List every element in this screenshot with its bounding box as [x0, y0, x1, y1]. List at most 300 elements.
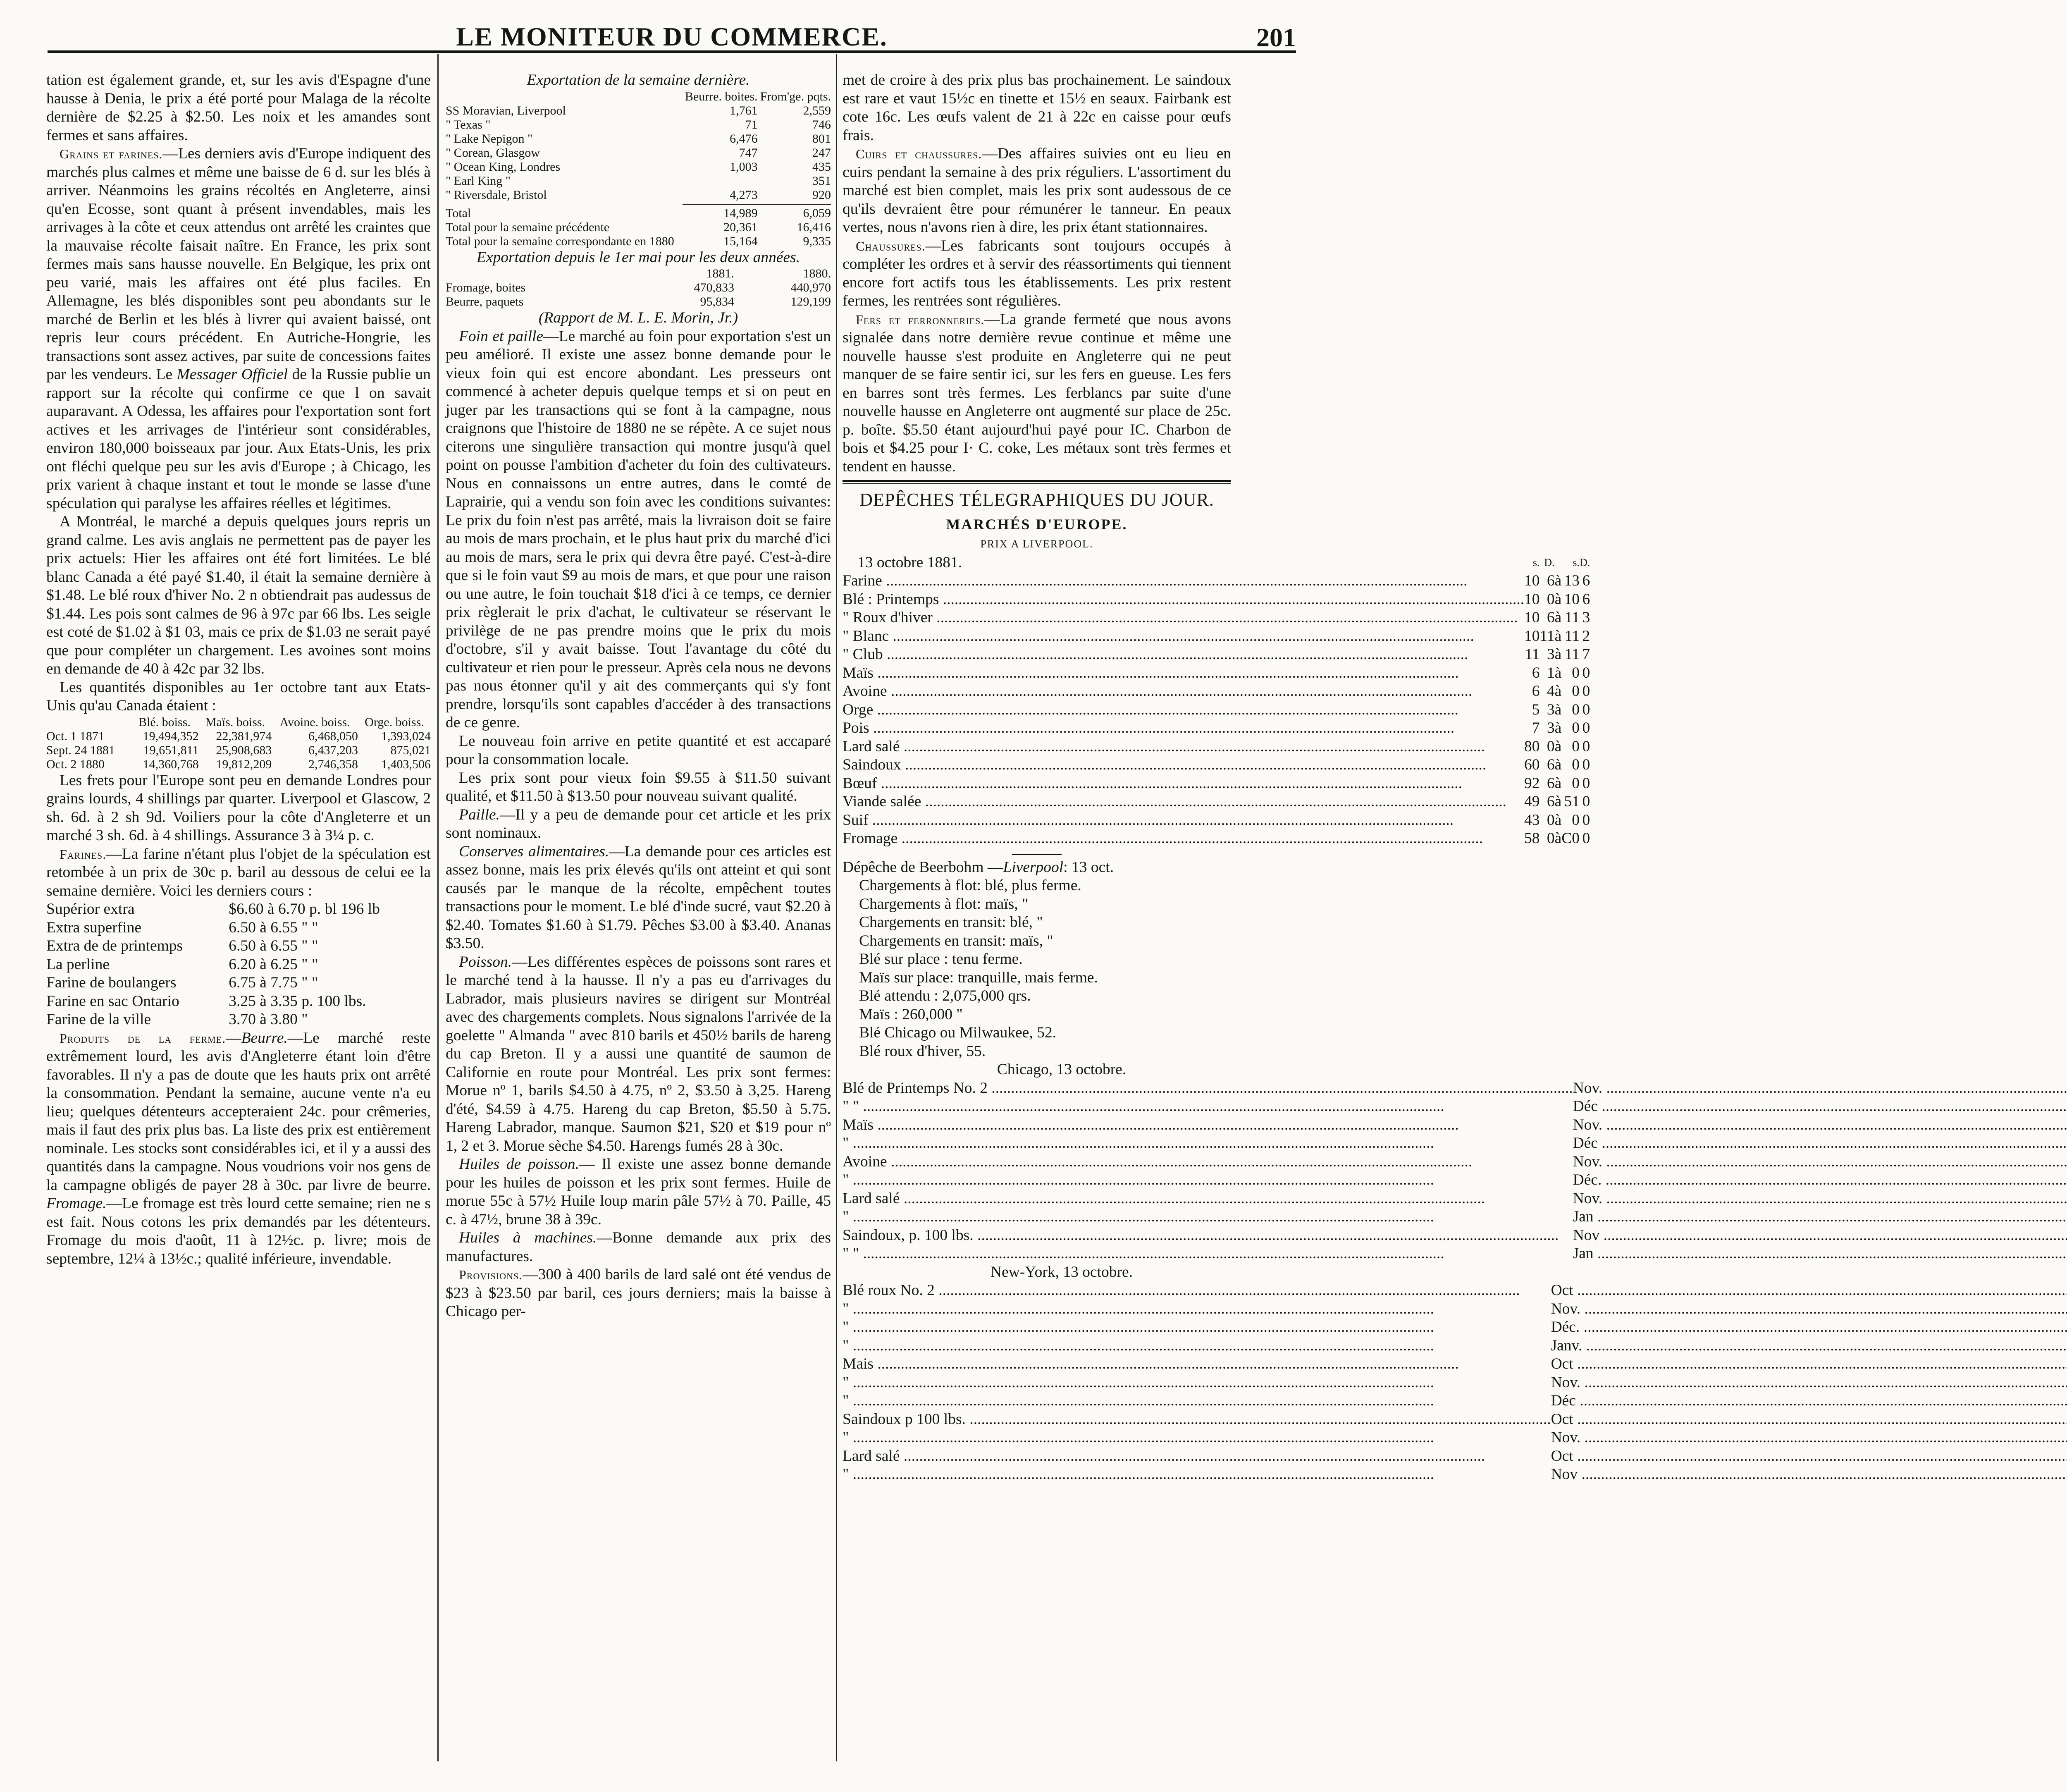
dispatch-line: Maïs sur place: tranquille, mais ferme.: [859, 969, 1098, 986]
table-cell: " Corean, Glasgow: [446, 146, 540, 160]
paragraph-new-hay: Le nouveau foin arrive en petite quantité et est accaparé pour la consommation locale.: [446, 732, 831, 768]
table-row: [843, 719, 1590, 738]
commodity-name: [843, 682, 1524, 701]
subheading-straw: Paille.: [459, 806, 500, 823]
table-header: D.: [1580, 556, 1590, 569]
table-cell: 0: [1582, 756, 1590, 773]
paragraph-text: —Il y a peu de demande pour cet article et les prix sont nominaux.: [446, 806, 831, 841]
table-cell: 6.50 à 6.55 " ": [229, 937, 318, 954]
table-row: [843, 1134, 2067, 1153]
month-label: Oct .....: [1551, 1410, 2067, 1429]
table-cell: 0: [1582, 719, 1590, 736]
table-cell: à: [1554, 719, 1562, 736]
table-cell: 2,559: [803, 103, 831, 117]
table-row: [843, 1226, 2067, 1245]
table-header: Orge. boiss.: [365, 715, 424, 729]
beerbohm-date: : 13 oct.: [1063, 858, 1114, 876]
table-row: [843, 1153, 2067, 1171]
paragraph-iron: [843, 311, 1231, 476]
commodity-name: [843, 719, 1524, 738]
sum-rule: [758, 204, 831, 205]
table-row: [46, 992, 431, 1011]
table-cell: 19,812,209: [216, 757, 272, 771]
subheading-cheese: Fromage.: [46, 1195, 107, 1212]
commodity-name: [843, 1226, 1573, 1245]
newyork-title: New-York, 13 octobre.: [990, 1263, 1133, 1281]
table-cell: 9,335: [803, 234, 831, 248]
table-cell: Farine en sac Ontario: [46, 992, 179, 1010]
table-header: [446, 267, 637, 281]
table-cell: 875,021: [390, 743, 431, 757]
table-cell: 6,468,050: [308, 729, 358, 743]
table-cell: Oct. 2 1880: [46, 757, 105, 771]
commodity-label: Blé roux No. 2 .....: [843, 1281, 1551, 1300]
table-row: [843, 829, 1590, 848]
dispatch-line: Chargements en transit: maïs, ": [859, 932, 1053, 949]
table-cell: SS Moravian, Liverpool: [446, 103, 566, 117]
section-heading-provisions: Provisions.: [459, 1267, 523, 1282]
paragraph-text: —Le marché reste extrêmement lourd, les avis d'Angleterre étant loin d'être favorables. Il n'y a pas de doute que les hauts prix ont arrêté la consommation. Pendant la semaine, aucune vente n'a eu lieu; quelques détenteurs accepteraient 24c. pour crêmeries, mais il faut des prix plus bas. La liste des prix est entièrement nominale. Les stocks sont considérables ici, et il y a aussi des quantités dans la campagne. Nous voudrions voir nos gens de la campagne obligés de payer 28 à 30c. par livre de beurre.: [46, 1029, 431, 1194]
subheading-machine-oils: Huiles à machines.: [459, 1229, 597, 1246]
commodity-name: [843, 1079, 1573, 1098]
table-cell: " Texas ": [446, 117, 491, 131]
beerbohm-heading: [843, 858, 1231, 877]
table-cell: 1,003: [730, 160, 758, 174]
commodity-name: [843, 1097, 1573, 1116]
table-row: [843, 774, 1590, 793]
table-cell: 2,746,358: [308, 757, 358, 771]
commodity-name: [843, 829, 1524, 848]
table-row: [446, 206, 831, 220]
paragraph-text: — Il existe une assez bonne demande pour les huiles de poisson et les prix sont fermes. Huile de morue 55c à 57½ Huile loup marin pâle 57½ à 70. Paille, 45 c. à 47½, brune 38 à 39c.: [446, 1156, 831, 1228]
commodity-name: [843, 738, 1524, 756]
table-row: [843, 1465, 2067, 1484]
subheading-fish-oils: Huiles de poisson.: [459, 1156, 579, 1173]
table-cell: 1,761: [730, 103, 758, 117]
paragraph-text: —300 à 400 barils de lard salé ont été vendus de $23 à $23.50 par baril, ces jours derniers; mais la baisse à Chicago per-: [446, 1266, 831, 1320]
table-cell: 0: [1582, 683, 1590, 700]
month-label: Nov. .....: [1573, 1116, 2067, 1135]
table-cell: 6.50 à 6.55 " ": [229, 919, 318, 936]
paragraph-text: —La grande fermeté que nous avons signalée dans notre dernière revue continue et même une nouvelle hausse s'est produite en Angleterre qui ne peut manquer de se faire sentir ici, sur les fers en gueuse. Les fers en barres sont très fermes. Les ferblancs par suite d'une nouvelle hausse en Angleterre ont augmenté sur place de 25c. p. boîte. $5.50 étant aujourd'hui payé pour IC. Charbon de bois et $4.25 pour I· C. coke, Les métaux sont très fermes et tendent en hausse.: [843, 311, 1231, 475]
export-since-may-table: [446, 267, 831, 309]
commodity-label: " .....: [843, 1429, 1551, 1447]
table-cell: [683, 202, 758, 206]
commodity-label: " .....: [843, 1374, 1551, 1392]
table-cell: 10: [1524, 590, 1540, 608]
commodity-label: Maïs .....: [843, 1116, 1573, 1135]
table-cell: Farine de la ville: [46, 1011, 151, 1028]
table-cell: à: [1554, 590, 1562, 608]
table-cell: 14,989: [723, 206, 758, 220]
commodity-name: [843, 1171, 1573, 1190]
table-cell: 0: [1547, 590, 1555, 608]
table-cell: Fromage, boites: [446, 281, 526, 294]
table-cell: 0: [1582, 793, 1590, 810]
table-cell: 3: [1547, 719, 1555, 736]
paragraph-text: —Le marché au foin pour exportation s'est un peu amélioré. Il existe une assez bonne demande pour le vieux foin qui est encore abondant. Les presseurs ont commencé à acheter depuis quelque temps et si on peut en juger par les transactions qui se font à la campagne, nous craignons que l'histoire de 1880 ne se répète. A ce sujet nous citerons une singulière transaction qui montre jusqu'à quel point on pousse l'ambition d'acheter du foin des cultivateurs. Nous en connaissons un entre autres, dans le comté de Laprairie, qui a vendu son foin avec les conditions suivantes: Le prix du foin n'est pas arrêté, mais la livraison doit se faire au mois de mars prochain, et le plus haut prix du marché d'ici au mois de mars, sera le prix qui devra être payé. C'est-à-dire que si le foin vaut $9 au mois de mars, et que pour une raison ou une autre, le foin touchait $18 d'ici à ce temps, ce dernier prix règlerait le prix d'achat, le cultivateur se réservant le privilège de ne pas prendre moins que le prix du mois d'octobre, s'il y avait baisse. Tout l'avantage du côté du cultivateur et rien pour le presseur. Après cela nous ne devons pas nous étonner qu'il y ait des commerçants qui s'y font prendre, lorsqu'ils sont capables d'accéder à des transactions de ce genre.: [446, 327, 831, 731]
table-cell: 5: [1532, 701, 1540, 718]
paragraph-provisions: [446, 1266, 831, 1321]
commodity-name: [843, 1245, 1573, 1263]
table-cell: 11: [1564, 609, 1580, 626]
commodity-name: [843, 793, 1524, 811]
table-header: 1881.: [706, 267, 734, 280]
table-row: [446, 188, 831, 202]
table-cell: 6,476: [730, 131, 758, 146]
section-heading-leather: Cuirs et chaussures.: [856, 146, 982, 161]
paragraph-leather: [843, 145, 1231, 237]
table-cell: " Lake Nepigon ": [446, 131, 533, 146]
table-cell: 7: [1582, 646, 1590, 663]
table-cell: à: [1554, 627, 1562, 645]
commodity-label: " .....: [843, 1337, 1551, 1355]
commodity-name: [843, 1337, 1551, 1355]
commodity-name: [843, 756, 1524, 774]
beerbohm-label: Dépêche de Beerbohm —: [843, 858, 1003, 876]
commodity-label: Mais .....: [843, 1355, 1551, 1374]
table-row: [46, 974, 431, 992]
page-title: LE MONITEUR DU COMMERCE.: [456, 22, 888, 51]
commodity-label: Farine .....: [843, 572, 1524, 590]
table-row: [46, 729, 431, 743]
month-label: Déc .....: [1551, 1392, 2067, 1410]
table-cell: 58: [1524, 830, 1540, 847]
table-row: [843, 1374, 2067, 1392]
commodity-name: [843, 1374, 1551, 1392]
commodity-label: Viande salée .....: [843, 793, 1524, 811]
commodity-name: [843, 609, 1524, 627]
table-header: Maïs. boiss.: [205, 715, 265, 729]
commodity-label: Saindoux p 100 lbs. .....: [843, 1410, 1551, 1429]
chicago-price-table: [843, 1079, 2067, 1263]
delivery-month: [1573, 1208, 2067, 1226]
table-cell: 92: [1524, 774, 1540, 792]
table-row: [843, 1281, 2067, 1300]
commodity-label: Orge .....: [843, 701, 1524, 719]
table-cell: 0: [1547, 811, 1555, 829]
table-row: [843, 1318, 2067, 1337]
table-row: [843, 1429, 2067, 1447]
month-label: Nov. .....: [1551, 1374, 2067, 1392]
subheading-butter: Beurre.: [241, 1029, 288, 1047]
delivery-month: [1551, 1447, 2067, 1466]
paragraph-quantities: Les quantités disponibles au 1er octobre tant aux Etats-Unis qu'au Canada étaient :: [46, 679, 431, 714]
table-cell: 0: [1582, 701, 1590, 718]
table-cell: 13: [1564, 572, 1580, 589]
table-cell: 16,416: [797, 220, 831, 234]
month-label: Nov .....: [1551, 1465, 2067, 1484]
table-cell: 3: [1547, 646, 1555, 663]
table-cell: 440,970: [790, 281, 831, 294]
subheading-fish: Poisson.: [459, 953, 512, 970]
commodity-label: Lard salé .....: [843, 738, 1524, 756]
dispatch-line: Chargements à flot: blé, plus ferme.: [859, 877, 1081, 894]
table-cell: 470,833: [694, 281, 734, 294]
delivery-month: [1551, 1281, 2067, 1300]
table-cell: 11: [1525, 646, 1540, 663]
table-cell: Oct. 1 1871: [46, 729, 105, 743]
commodity-label: " .....: [843, 1465, 1551, 1484]
table-header: Blé. boiss.: [138, 715, 191, 729]
export2-title: Exportation depuis le 1er mai pour les deux années.: [476, 248, 800, 266]
table-cell: à: [1554, 701, 1562, 718]
table-cell: 10: [1564, 590, 1580, 608]
table-cell: 0: [1572, 774, 1580, 792]
table-cell: 6: [1547, 793, 1555, 810]
table-cell: 6: [1547, 756, 1555, 773]
table-row: [843, 1079, 2067, 1098]
table-cell: Beurre, paquets: [446, 295, 524, 308]
chicago-title: Chicago, 13 octobre.: [997, 1061, 1127, 1078]
table-row: [446, 146, 831, 160]
paragraph-text: —Les derniers avis d'Europe indiquent des marchés plus calmes et même une baisse de 6 d. sur les blés à arriver. Néanmoins les grains récoltés en Angleterre, ainsi qu'en Ecosse, sont quant à présent invendables, mais les arrivages à la côte et ceux attendus ont arrêté les craintes que la mauvaise récolte faisait naître. En France, les prix sont fermes mais sans hausse nouvelle. En Belgique, les prix ont peu varié, mais les affaires ont été plus faciles. En Allemagne, les blés disponibles sont peu abondants sur le marché de Berlin et les blés à livrer qui avaient baissé, ont repris leur cours précédent. En Autriche-Hongrie, les transactions sont assez actives, par suite de concessions faites par les vendeurs. Le: [46, 145, 431, 383]
sum-rule: [683, 204, 758, 205]
table-cell: 0: [1582, 664, 1590, 681]
month-label: Jan .....: [1573, 1245, 2067, 1263]
paragraph-shoes: [843, 237, 1231, 311]
subheading-preserves: Conserves alimentaires.: [459, 843, 609, 860]
table-row: [843, 738, 1590, 756]
table-cell: 0: [1572, 701, 1580, 718]
commodity-label: Saindoux .....: [843, 756, 1524, 774]
paragraph-grains: [46, 145, 431, 513]
delivery-month: [1551, 1392, 2067, 1410]
table-row: [446, 234, 831, 248]
table-row: [46, 757, 431, 772]
table-row: [446, 104, 831, 118]
commodity-name: [843, 1429, 1551, 1447]
paragraph-preserves: [446, 843, 831, 953]
table-row: [446, 174, 831, 188]
table-header: [446, 90, 683, 104]
paragraph-flour: [46, 845, 431, 901]
table-cell: 747: [739, 146, 758, 160]
paragraph-fish-oils: [446, 1155, 831, 1229]
table-row: [843, 627, 1590, 646]
table-row: [843, 609, 1590, 627]
delivery-month: [1551, 1355, 2067, 1374]
table-row: [46, 1011, 431, 1029]
table-row: [843, 811, 1590, 830]
commodity-name: [843, 774, 1524, 793]
table-cell: Extra superfine: [46, 919, 142, 936]
table-cell: 3: [1582, 609, 1590, 626]
delivery-month: [1551, 1337, 2067, 1355]
table-row: [843, 793, 1590, 811]
table-cell: 11: [1540, 627, 1555, 645]
commodity-label: Blé de Printemps No. 2 .....: [843, 1079, 1573, 1098]
commodity-label: " Club .....: [843, 645, 1524, 664]
table-cell: à: [1554, 756, 1562, 773]
delivery-month: [1573, 1153, 2067, 1171]
delivery-month: [1573, 1226, 2067, 1245]
table-cell: 6: [1582, 590, 1590, 608]
delivery-month: [1573, 1097, 2067, 1116]
commodity-label: Maïs .....: [843, 664, 1524, 683]
table-cell: 10: [1524, 627, 1540, 645]
table-cell: [446, 202, 683, 206]
commodity-label: " .....: [843, 1208, 1573, 1226]
column-left: [46, 71, 431, 1758]
commodity-name: [843, 1318, 1551, 1337]
table-header-row: [46, 715, 431, 729]
table-cell: 49: [1524, 793, 1540, 810]
table-header-row: [843, 554, 1590, 572]
table-cell: 6,059: [803, 206, 831, 220]
table-cell: 95,834: [700, 295, 734, 308]
table-cell: 60: [1524, 756, 1540, 773]
table-row: [46, 900, 431, 919]
commodity-name: [843, 572, 1524, 590]
table-cell: 11: [1564, 627, 1580, 645]
table-cell: 0: [1582, 738, 1590, 755]
paragraph-text: —Des affaires suivies ont eu lieu en cuirs pendant la semaine à des prix réguliers. L'assortiment du marché est bien complet, mais les prix sont audessous de ce qu'ils devraient être pour rémunérer le tanneur. En peaux vertes, nous n'avons rien à dire, les prix étant stationnaires.: [843, 145, 1231, 236]
table-cell: Total pour la semaine correspondante en 1880: [446, 234, 674, 248]
delivery-month: [1573, 1245, 2067, 1263]
table-cell: " Earl King ": [446, 174, 511, 188]
table-cell: à: [1554, 774, 1562, 792]
commodity-label: " Blanc .....: [843, 627, 1524, 646]
table-cell: 0: [1572, 738, 1580, 755]
paragraph-fruits: tation est également grande, et, sur les avis d'Espagne d'une hausse à Denia, le prix a été porté pour Malaga de la récolte dernière de $2.25 à $2.50. Les noix et les amandes sont fermes et sans affaires.: [46, 72, 431, 144]
table-cell: 6: [1547, 774, 1555, 792]
table-cell: 0: [1582, 830, 1590, 847]
table-row: [446, 118, 831, 132]
section-heading-shoes: Chaussures.: [856, 238, 926, 253]
paragraph-text: —Les différentes espèces de poissons sont rares et le marché tend à la hausse. Il n'y a pas eu d'arrivages du Labrador, mais plusieurs navires se dirigent sur Montréal avec des chargements complets. Nous signalons l'arrivée de la goelette " Almanda " avec 810 barils et 450½ barils de hareng du cap Breton. Il y a aussi une quantité de saumon de Californie en route pour Montréal. Les prix sont fermes: Morue nº 1, barils $4.50 à 4.75, nº 2, $3.50 à 3,25. Hareng d'été, $4.59 à 4.75. Hareng du cap Breton, $5.50 à 5.75. Hareng Labrador, manque. Saumon $21, $20 et $19 pour nº 1, 2 et 3. Morue sèche $4.50. Harengs fumés 28 à 30c.: [446, 953, 831, 1154]
table-cell: 80: [1524, 738, 1540, 755]
table-cell: [758, 202, 831, 206]
paragraph-text: —Bonne demande aux prix des manufactures.: [446, 1229, 831, 1265]
liverpool-prices-title: PRIX A LIVERPOOL.: [980, 538, 1093, 550]
table-cell: 1,403,506: [381, 757, 431, 771]
dispatch-line: Blé Chicago ou Milwaukee, 52.: [859, 1024, 1056, 1041]
table-cell: 129,199: [790, 295, 831, 308]
commodity-name: [843, 1153, 1573, 1171]
table-cell: 11: [1564, 646, 1580, 663]
table-row: [843, 664, 1590, 683]
commodity-label: " .....: [843, 1171, 1573, 1190]
table-row: [843, 1208, 2067, 1226]
table-cell: 0: [1572, 811, 1580, 829]
liverpool-price-table: [843, 554, 1590, 848]
commodity-name: [843, 701, 1524, 719]
table-cell: 6: [1547, 572, 1555, 589]
table-row: [843, 682, 1590, 701]
table-cell: Sept. 24 1881: [46, 743, 115, 757]
commodity-label: " .....: [843, 1392, 1551, 1410]
table-cell: à: [1554, 664, 1562, 681]
table-cell: 801: [812, 131, 831, 146]
section-rule: [843, 483, 1231, 484]
table-cell: 920: [812, 188, 831, 202]
export-table: [446, 90, 831, 248]
paragraph-hay-prices: Les prix sont pour vieux foin $9.55 à $11.50 suivant qualité, et $11.50 à $13.50 pour nouveau suivant qualité.: [446, 769, 831, 805]
table-cell: 0: [1572, 719, 1580, 736]
table-row: [843, 1337, 2067, 1355]
month-label: Janv. .....: [1551, 1337, 2067, 1355]
dispatch-line: Chargements en transit: blé, ": [859, 914, 1043, 931]
month-label: Nov. .....: [1573, 1153, 2067, 1171]
commodity-name: [843, 645, 1524, 664]
month-label: Déc. .....: [1573, 1171, 2067, 1190]
month-label: Déc .....: [1573, 1097, 2067, 1116]
table-cell: 1: [1547, 664, 1555, 681]
table-header: Beurre. boites.: [685, 89, 758, 103]
table-cell: 4: [1547, 683, 1555, 700]
flour-price-table: [46, 900, 431, 1029]
table-cell: 351: [812, 174, 831, 188]
table-cell: Total pour la semaine précédente: [446, 220, 610, 234]
table-cell: 6.20 à 6.25 " ": [229, 956, 318, 973]
newyork-price-table: [843, 1281, 2067, 1484]
table-cell: à: [1554, 646, 1562, 663]
export-title: Exportation de la semaine dernière.: [527, 72, 750, 88]
table-header: [46, 715, 130, 729]
table-cell: 3.70 à 3.80 ": [229, 1011, 308, 1028]
paragraph-text: —La demande pour ces articles est assez bonne, mais les prix élevés qu'ils ont atteint et qui sont causés par le manque de la récolte, empêchent toutes transactions pour le moment. Le blé d'inde sucré, vaut $2.20 à $2.40. Tomates $1.60 à $1.79. Pêches $3.00 à $3.40. Ananas $3.50.: [446, 843, 831, 952]
table-cell: 71: [745, 117, 758, 131]
paragraph-fish: [446, 953, 831, 1156]
delivery-month: [1573, 1079, 2067, 1098]
table-cell: 14,360,768: [143, 757, 199, 771]
table-cell: C0: [1561, 830, 1580, 847]
commodity-name: [843, 1447, 1551, 1466]
paragraph-machine-oils: [446, 1229, 831, 1266]
table-cell: " Riversdale, Bristol: [446, 188, 547, 202]
paragraph-text: de la Russie publie un rapport sur la récolte qui confirme ce que l on savait auparavant. A Odessa, les affaires pour l'exportation sont fort actives et les arrivages de l'intérieur sont considérables, environ 180,000 boisseaux par jour. Aux Etats-Unis, les prix ont fléchi quelque peu sur les avis d'Europe ; à Chicago, les prix varient à chaque instant et tout le monde se lasse d'une spéculation qui paralyse les affaires réelles et légitimes.: [46, 366, 431, 512]
commodity-label: Blé : Printemps .....: [843, 590, 1524, 609]
dispatch-line: Blé attendu : 2,075,000 qrs.: [859, 987, 1031, 1004]
commodity-name: [843, 664, 1524, 683]
table-cell: à: [1554, 572, 1562, 589]
europe-markets-title: MARCHÉS D'EUROPE.: [946, 516, 1128, 533]
commodity-label: Saindoux, p. 100 lbs. .....: [843, 1226, 1573, 1245]
delivery-month: [1551, 1465, 2067, 1484]
commodity-name: [843, 1134, 1573, 1153]
table-cell: 43: [1524, 811, 1540, 829]
commodity-label: " .....: [843, 1318, 1551, 1337]
table-cell: 2: [1582, 627, 1590, 645]
dispatch-line: Chargements à flot: maïs, ": [859, 895, 1029, 913]
table-row: [843, 1097, 2067, 1116]
table-cell: à: [1554, 683, 1562, 700]
divider: [1012, 854, 1062, 855]
table-cell: 3: [1547, 701, 1555, 718]
commodity-name: [843, 1410, 1551, 1429]
month-label: Nov .....: [1573, 1226, 2067, 1245]
month-label: Oct .....: [1551, 1355, 2067, 1374]
table-cell: 51: [1564, 793, 1580, 810]
table-row: [843, 1447, 2067, 1466]
month-label: Déc. .....: [1551, 1318, 2067, 1337]
table-cell: 19,651,811: [143, 743, 199, 757]
commodity-name: [843, 627, 1524, 646]
table-header: s.: [1573, 556, 1580, 569]
dispatch-line: Maïs : 260,000 ": [859, 1006, 963, 1023]
table-cell: Supérior extra: [46, 901, 135, 918]
table-rule-row: [446, 202, 831, 206]
commodity-label: " " .....: [843, 1245, 1573, 1263]
commodity-name: [843, 1355, 1551, 1374]
beerbohm-list: [843, 877, 1231, 1061]
paragraph-straw: [446, 806, 831, 843]
commodity-name: [843, 1300, 1551, 1319]
month-label: Oct .....: [1551, 1281, 2067, 1300]
table-cell: 6.75 à 7.75 " ": [229, 974, 318, 991]
paragraph-provisions-cont: met de croire à des prix plus bas prochainement. Le saindoux est rare et vaut 15½c en tinette et 15½ en seaux. Fairbank est cote 16c. Les œufs valent de 21 à 22c en caisse pour œufs frais.: [843, 72, 1231, 144]
